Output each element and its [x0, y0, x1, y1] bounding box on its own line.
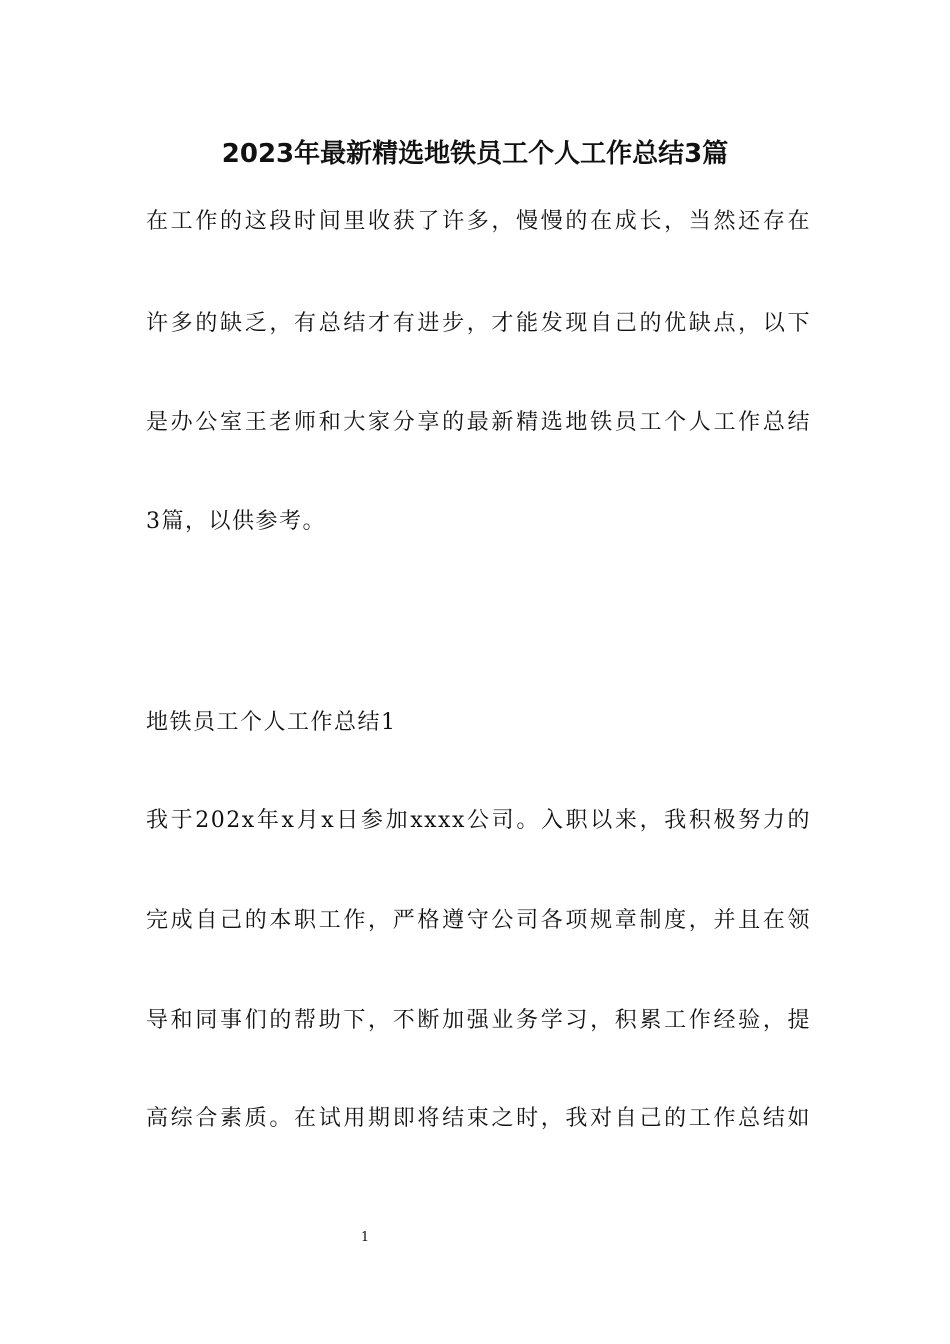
page-number: 1	[360, 1230, 370, 1245]
document-title: 2023年最新精选地铁员工个人工作总结3篇	[221, 139, 729, 169]
intro-line: 是办公室王老师和大家分享的最新精选地铁员工个人工作总结	[146, 410, 811, 435]
body-line: 完成自己的本职工作，严格遵守公司各项规章制度，并且在领	[146, 908, 811, 933]
body-line: 高综合素质。在试用期即将结束之时，我对自己的工作总结如	[146, 1106, 811, 1131]
body-line: 我于202x年x月x日参加xxxx公司。入职以来，我积极努力的	[146, 808, 811, 833]
body-line: 导和同事们的帮助下，不断加强业务学习，积累工作经验，提	[146, 1008, 811, 1033]
intro-line: 许多的缺乏，有总结才有进步，才能发现自己的优缺点，以下	[146, 311, 811, 336]
intro-line: 3篇，以供参考。	[146, 509, 326, 534]
section-heading: 地铁员工个人工作总结1	[146, 710, 397, 735]
intro-line: 在工作的这段时间里收获了许多，慢慢的在成长，当然还存在	[146, 209, 811, 234]
